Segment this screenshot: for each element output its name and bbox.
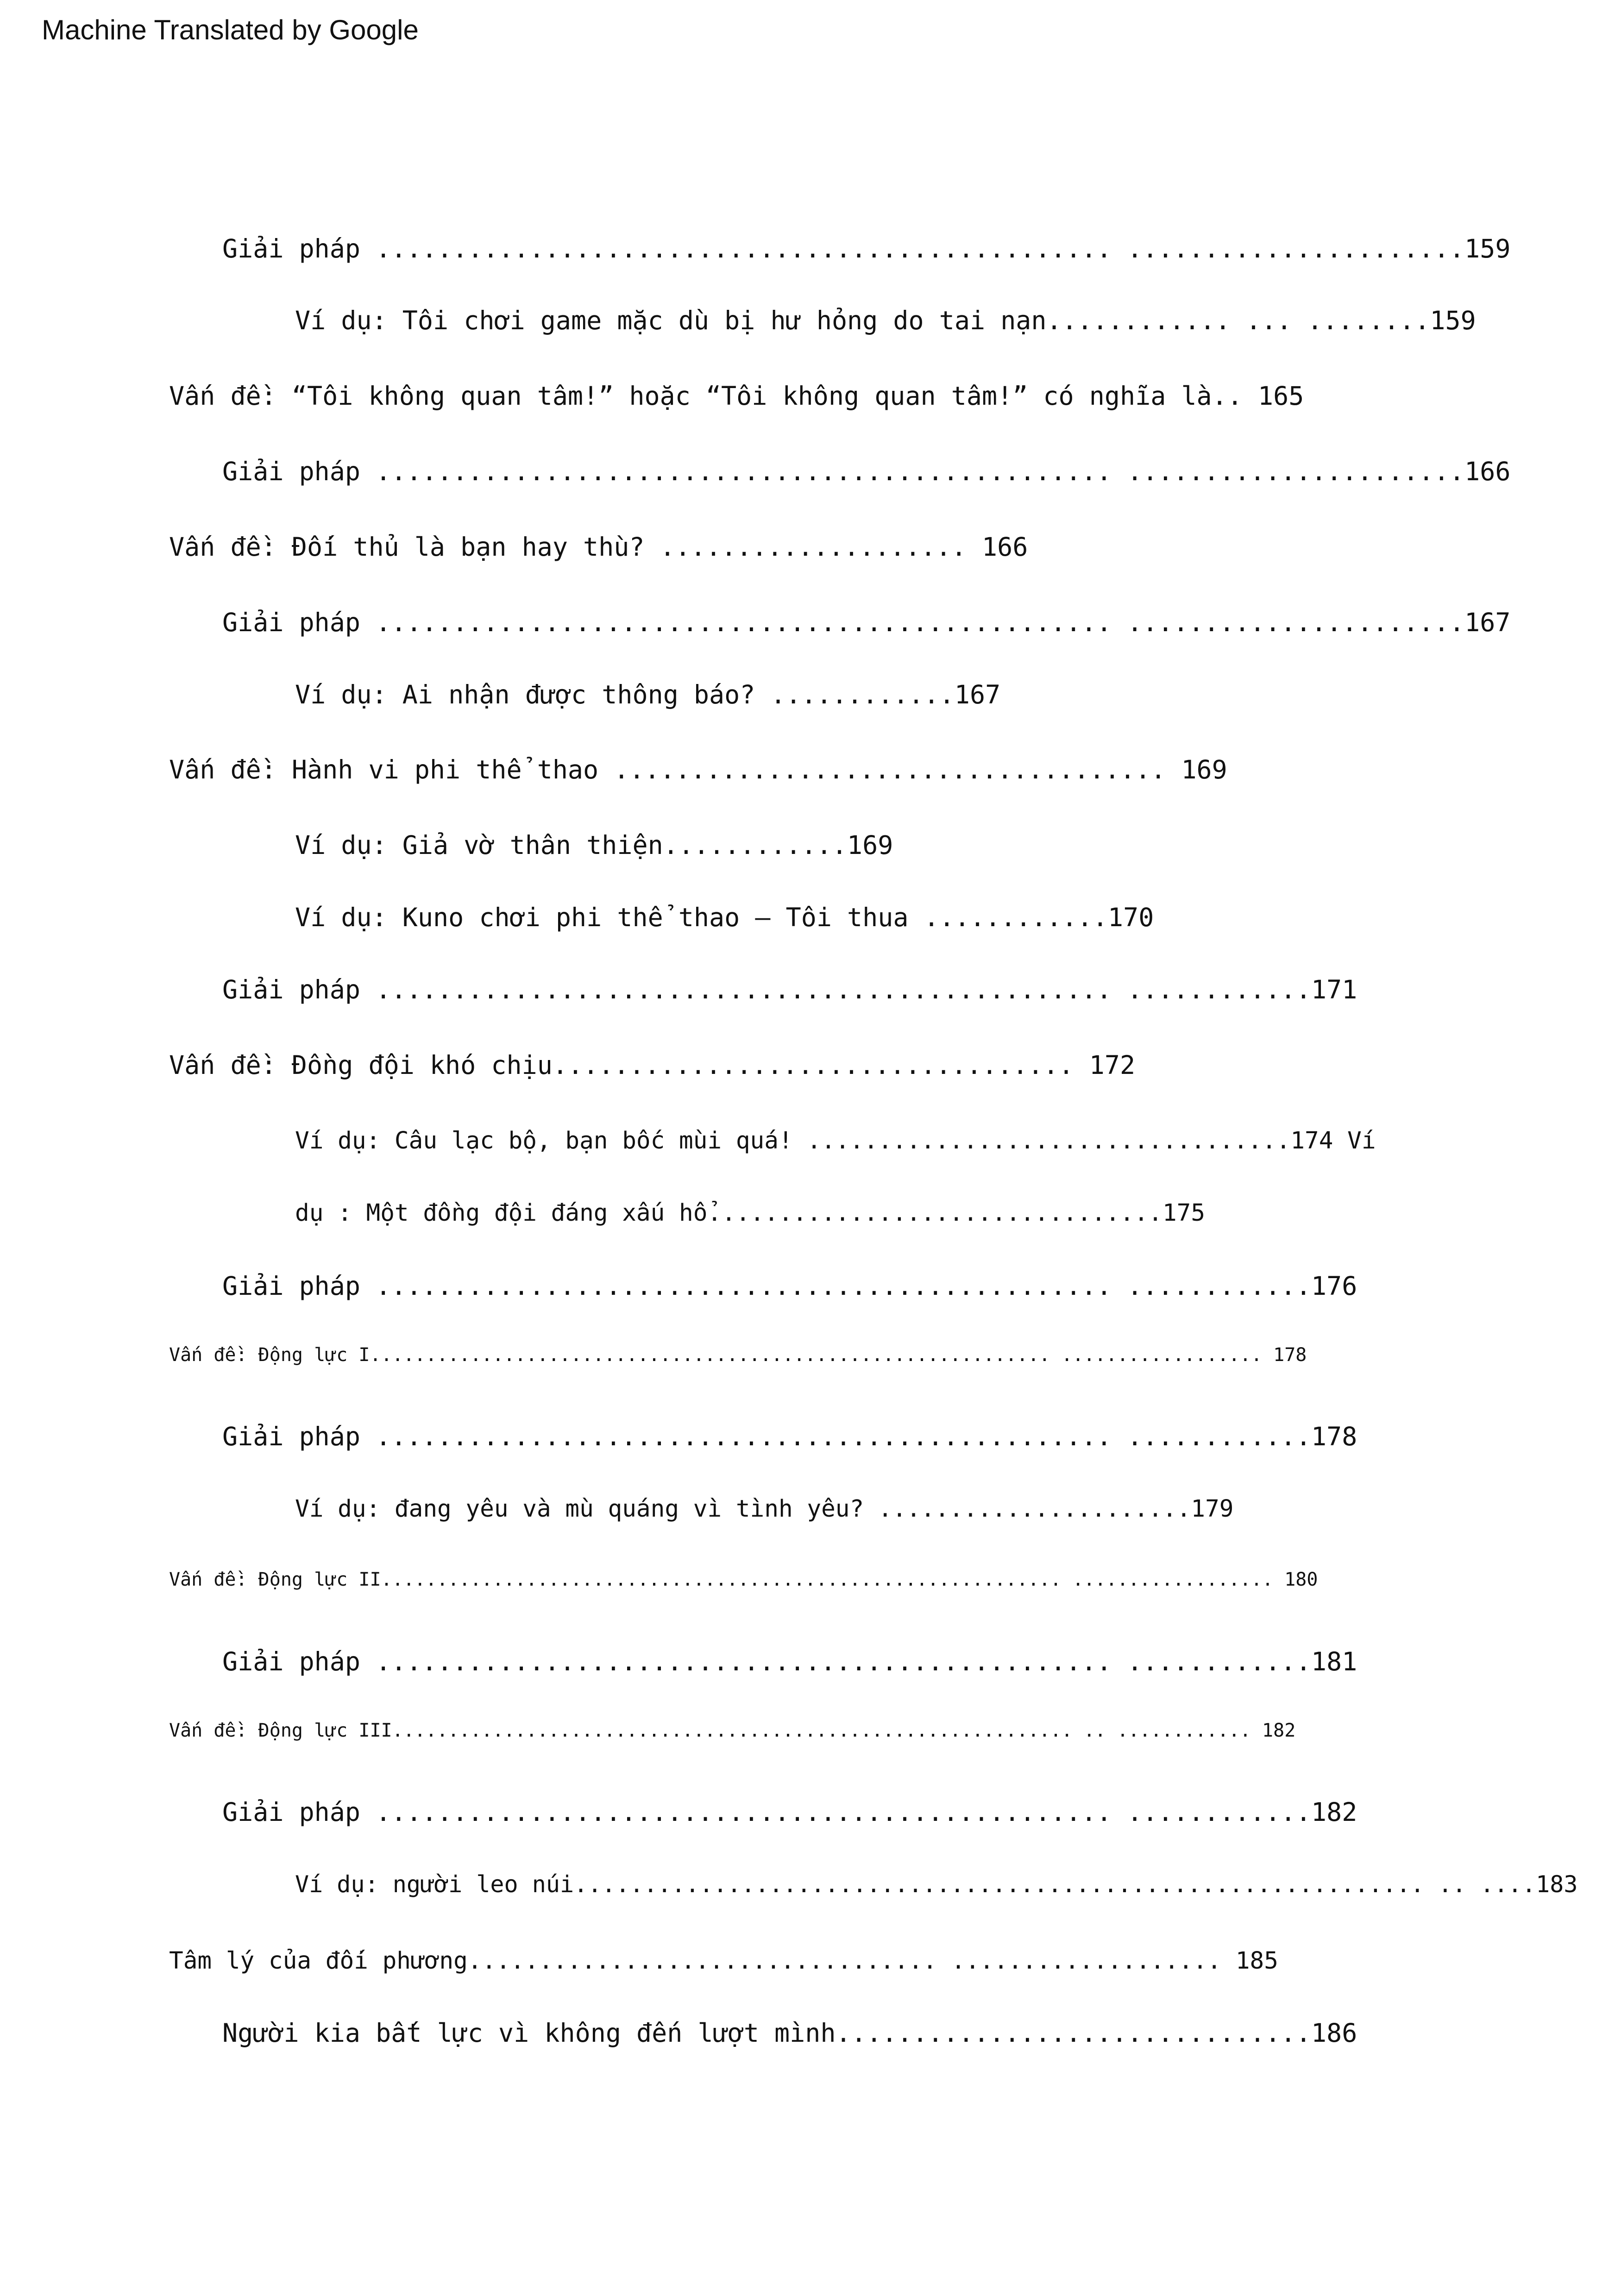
toc-entry-solution[interactable]: Giải pháp ................................................ ............176 [222,1271,1357,1301]
toc-entry-example[interactable]: Ví dụ: người leo núi............................................................. .. ....183 [295,1871,1578,1898]
toc-entry-solution[interactable]: Giải pháp ................................................ ............171 [222,975,1357,1004]
toc-entry-example[interactable]: Ví dụ: đang yêu và mù quáng vì tình yêu? ......................179 [295,1495,1234,1523]
toc-entry-problem[interactable]: Vấn đề: Động lực I............................................................. .................. 178 [169,1344,1307,1366]
toc-entry-problem[interactable]: Vấn đề: Động lực III............................................................. .. ............ 182 [169,1720,1296,1741]
toc-entry-solution[interactable]: Giải pháp ................................................ ............181 [222,1647,1357,1676]
toc-entry-example[interactable]: Ví dụ: Tôi chơi game mặc dù bị hư hỏng do tai nạn............ ... ........159 [295,306,1476,335]
watermark-header: Machine Translated by Google [42,14,419,45]
toc-entry-subsection[interactable]: Người kia bất lực vì không đến lượt mình...............................186 [222,2018,1357,2048]
toc-entry-problem[interactable]: Tâm lý của đối phương................................. ................... 185 [169,1947,1278,1975]
toc-entry-example[interactable]: Ví dụ: Kuno chơi phi thể thao – Tôi thua ............170 [295,903,1154,932]
toc-entry-problem[interactable]: Vấn đề: Đồng đội khó chịu.................................. 172 [169,1050,1136,1080]
toc-entry-solution[interactable]: Giải pháp ................................................ ......................159 [222,234,1511,263]
toc-entry-problem[interactable]: Vấn đề: Hành vi phi thể thao .................................... 169 [169,755,1227,784]
toc-entry-solution[interactable]: Giải pháp ................................................ ............178 [222,1422,1357,1451]
toc-entry-example[interactable]: Ví dụ: Ai nhận được thông báo? ............167 [295,680,1001,709]
toc-entry-solution[interactable]: Giải pháp ................................................ ......................166 [222,457,1511,486]
toc-entry-example[interactable]: dụ : Một đồng đội đáng xấu hổ................................175 [295,1199,1206,1227]
toc-entry-problem[interactable]: Vấn đề: Đối thủ là bạn hay thù? .................... 166 [169,532,1028,562]
toc-entry-example[interactable]: Ví dụ: Giả vờ thân thiện............169 [295,830,893,860]
toc-entry-solution[interactable]: Giải pháp ................................................ ............182 [222,1797,1357,1827]
toc-entry-problem[interactable]: Vấn đề: “Tôi không quan tâm!” hoặc “Tôi không quan tâm!” có nghĩa là.. 165 [169,381,1304,411]
toc-entry-problem[interactable]: Vấn đề: Động lực II............................................................. .................. 180 [169,1569,1318,1590]
toc-entry-solution[interactable]: Giải pháp ................................................ ......................167 [222,608,1511,637]
toc-entry-example[interactable]: Ví dụ: Câu lạc bộ, bạn bốc mùi quá! ..................................174 Ví [295,1127,1376,1154]
